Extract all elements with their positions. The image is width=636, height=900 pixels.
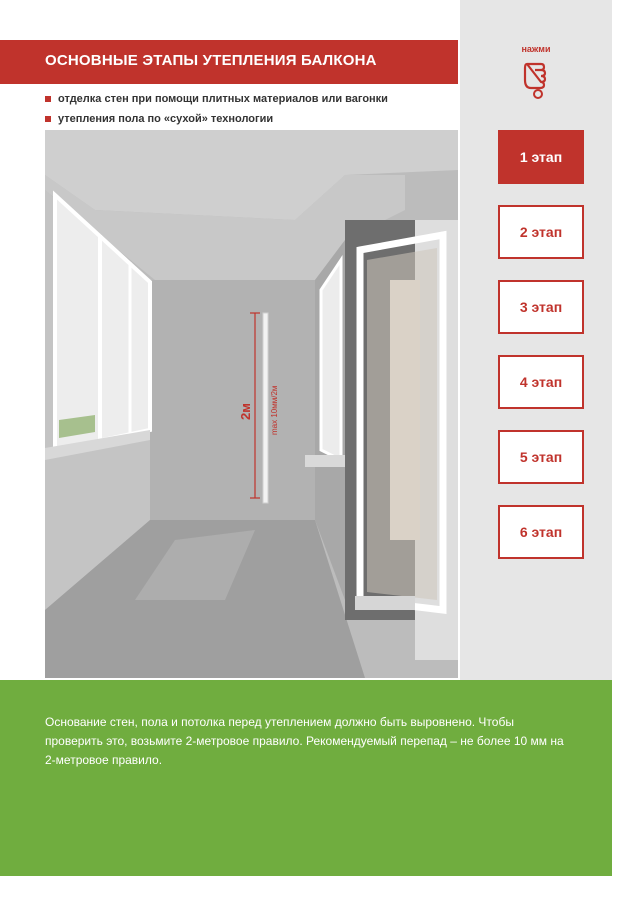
bullet-marker [45, 96, 51, 102]
page-title: ОСНОВНЫЕ ЭТАПЫ УТЕПЛЕНИЯ БАЛКОНА [45, 52, 377, 69]
step-6-button[interactable]: 6 этап [498, 505, 584, 559]
balcony-illustration [45, 130, 458, 678]
bullet-text: утепления пола по «сухой» технологии [58, 113, 274, 125]
balcony-photo [45, 130, 458, 678]
steps-nav [498, 130, 584, 580]
sidebar [460, 0, 612, 680]
step-5-button[interactable]: 5 этап [498, 430, 584, 484]
level-tolerance-label: max 10мм/2м [270, 385, 279, 435]
bullet-item [45, 89, 388, 109]
bullet-marker [45, 116, 51, 122]
step-1-button[interactable]: 1 этап [498, 130, 584, 184]
press-label: нажми [521, 44, 551, 54]
bullet-text: отделка стен при помощи плитных материалов или вагонки [58, 93, 388, 105]
bullet-item [45, 109, 388, 129]
title-banner [0, 40, 458, 84]
description-panel [0, 680, 612, 876]
bullet-list [45, 89, 388, 129]
pointing-hand-icon [521, 60, 551, 100]
press-hint [460, 44, 612, 100]
step-3-button[interactable]: 3 этап [498, 280, 584, 334]
step-2-button[interactable]: 2 этап [498, 205, 584, 259]
level-length-label: 2м [238, 403, 253, 420]
step-4-button[interactable]: 4 этап [498, 355, 584, 409]
description-text: Основание стен, пола и потолка перед утеплением должно быть выровнено. Чтобы проверить это, возьмите 2-метровое правило. Рекомендуемый перепад – не более 10 мм на 2-метровое правило. [45, 715, 564, 767]
